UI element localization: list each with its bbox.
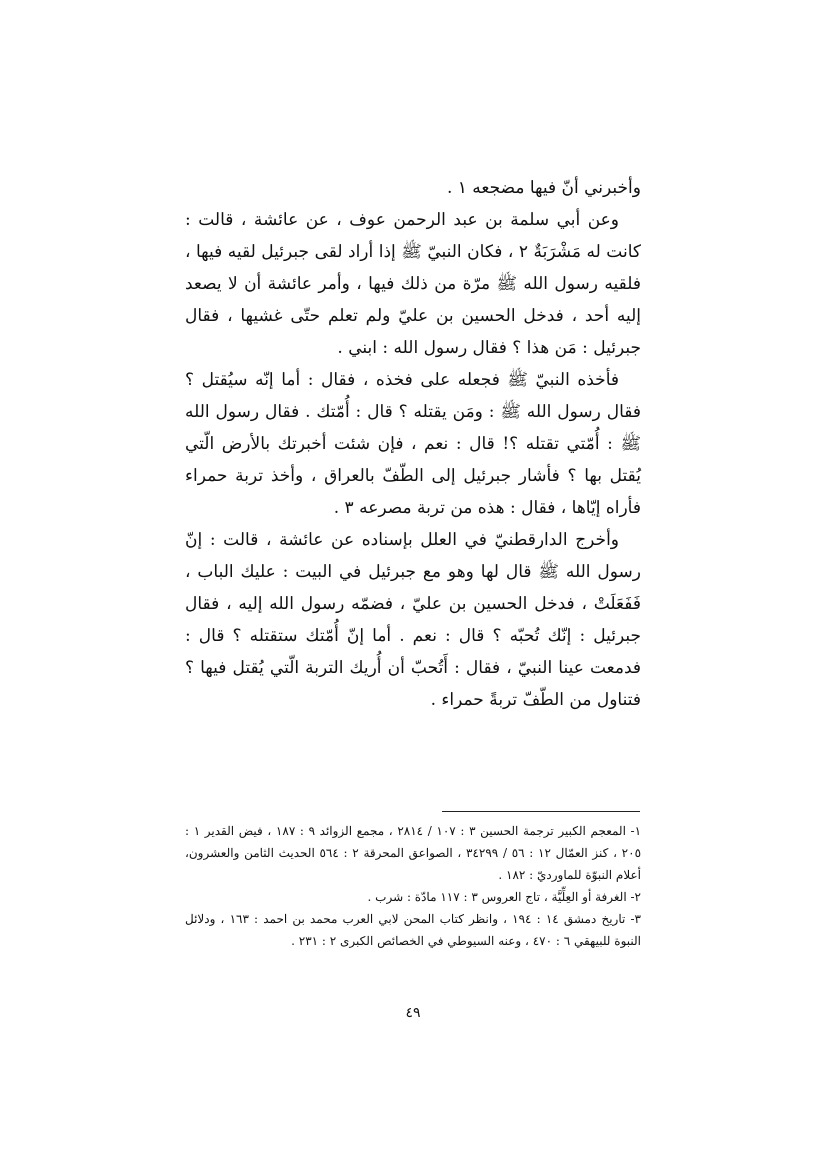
footnote-divider: [442, 811, 640, 812]
footnote-2: ٢- الغرفة أو العِلِّيَّة ، تاج العروس ٣ : ١١٧ مادّة : شرب .: [367, 890, 641, 904]
paragraph-1: وأخبرني أنّ فيها مضجعه ١ .: [446, 178, 641, 198]
footnote-1: ١- المعجم الكبير ترجمة الحسين ٣ : ١٠٧ / ٢٨١٤ ، مجمع الزوائد ٩ : ١٨٧ ، فيض القدير ١ : ٢٠٥ ، كنز العمّال ١٢ : ٥٦ / ٣٤٢٩٩ ، الصواعق المحرقة ٢ : ٥٦٤ الحديث الثامن والعشرون، أعلام النبوّة للماورديّ : ١٨٢ .: [185, 824, 642, 882]
paragraph-3: فأخذه النبيّ ﷺ فجعله على فخذه ، فقال : أما إنّه سيُقتل ؟ فقال رسول الله ﷺ : ومَن يقتله ؟ قال : أُمّتك . فقال رسول الله ﷺ : أُمّتي تقتله ؟! قال : نعم ، فإن شئت أخبرتك بالأرض الّتي يُقتل بها ؟ فأشار جبرئيل إلى الطّفّ بالعراق ، وأخذ تربة حمراء فأراه إيّاها ، فقال : هذه من تربة مصرعه ٣ .: [185, 370, 641, 518]
paragraph-2: وعن أبي سلمة بن عبد الرحمن عوف ، عن عائشة ، قالت : كانت له مَشْرَبَةٌ ٢ ، فكان النبيّ ﷺ إذا أراد لقى جبرئيل لقيه فيها ، فلقيه رسول الله ﷺ مرّة من ذلك فيها ، وأمر عائشة أن لا يصعد إليه أحد ، فدخل الحسين بن عليّ ولم تعلم حتّى غشيها ، فقال جبرئيل : مَن هذا ؟ فقال رسول الله : ابني .: [185, 210, 641, 358]
footnote-3: ٣- تاريخ دمشق ١٤ : ١٩٤ ، وانظر كتاب المحن لابي العرب محمد بن احمد : ١٦٣ ، ودلائل النبوة للبيهقي ٦ : ٤٧٠ ، وعنه السيوطي في الخصائص الكبرى ٢ : ٢٣١ .: [185, 912, 641, 948]
paragraph-4: وأخرج الدارقطنيّ في العلل بإسناده عن عائشة ، قالت : إنّ رسول الله ﷺ قال لها وهو مع جبرئيل في البيت : عليك الباب ، فَفَعَلَتْ ، فدخل الحسين بن عليّ ، فضمّه رسول الله إليه ، فقال جبرئيل : إنّك تُحبّه ؟ قال : نعم . أما إنّ أُمّتك ستقتله ؟ قال : فدمعت عينا النبيّ ، فقال : أَتُحبّ أن أُريك التربة الّتي يُقتل فيها ؟ فتناول من الطّفّ تربةً حمراء .: [185, 530, 641, 710]
page-number: ٤٩: [405, 1005, 421, 1021]
main-text: [185, 172, 641, 716]
footnotes: [185, 820, 641, 952]
